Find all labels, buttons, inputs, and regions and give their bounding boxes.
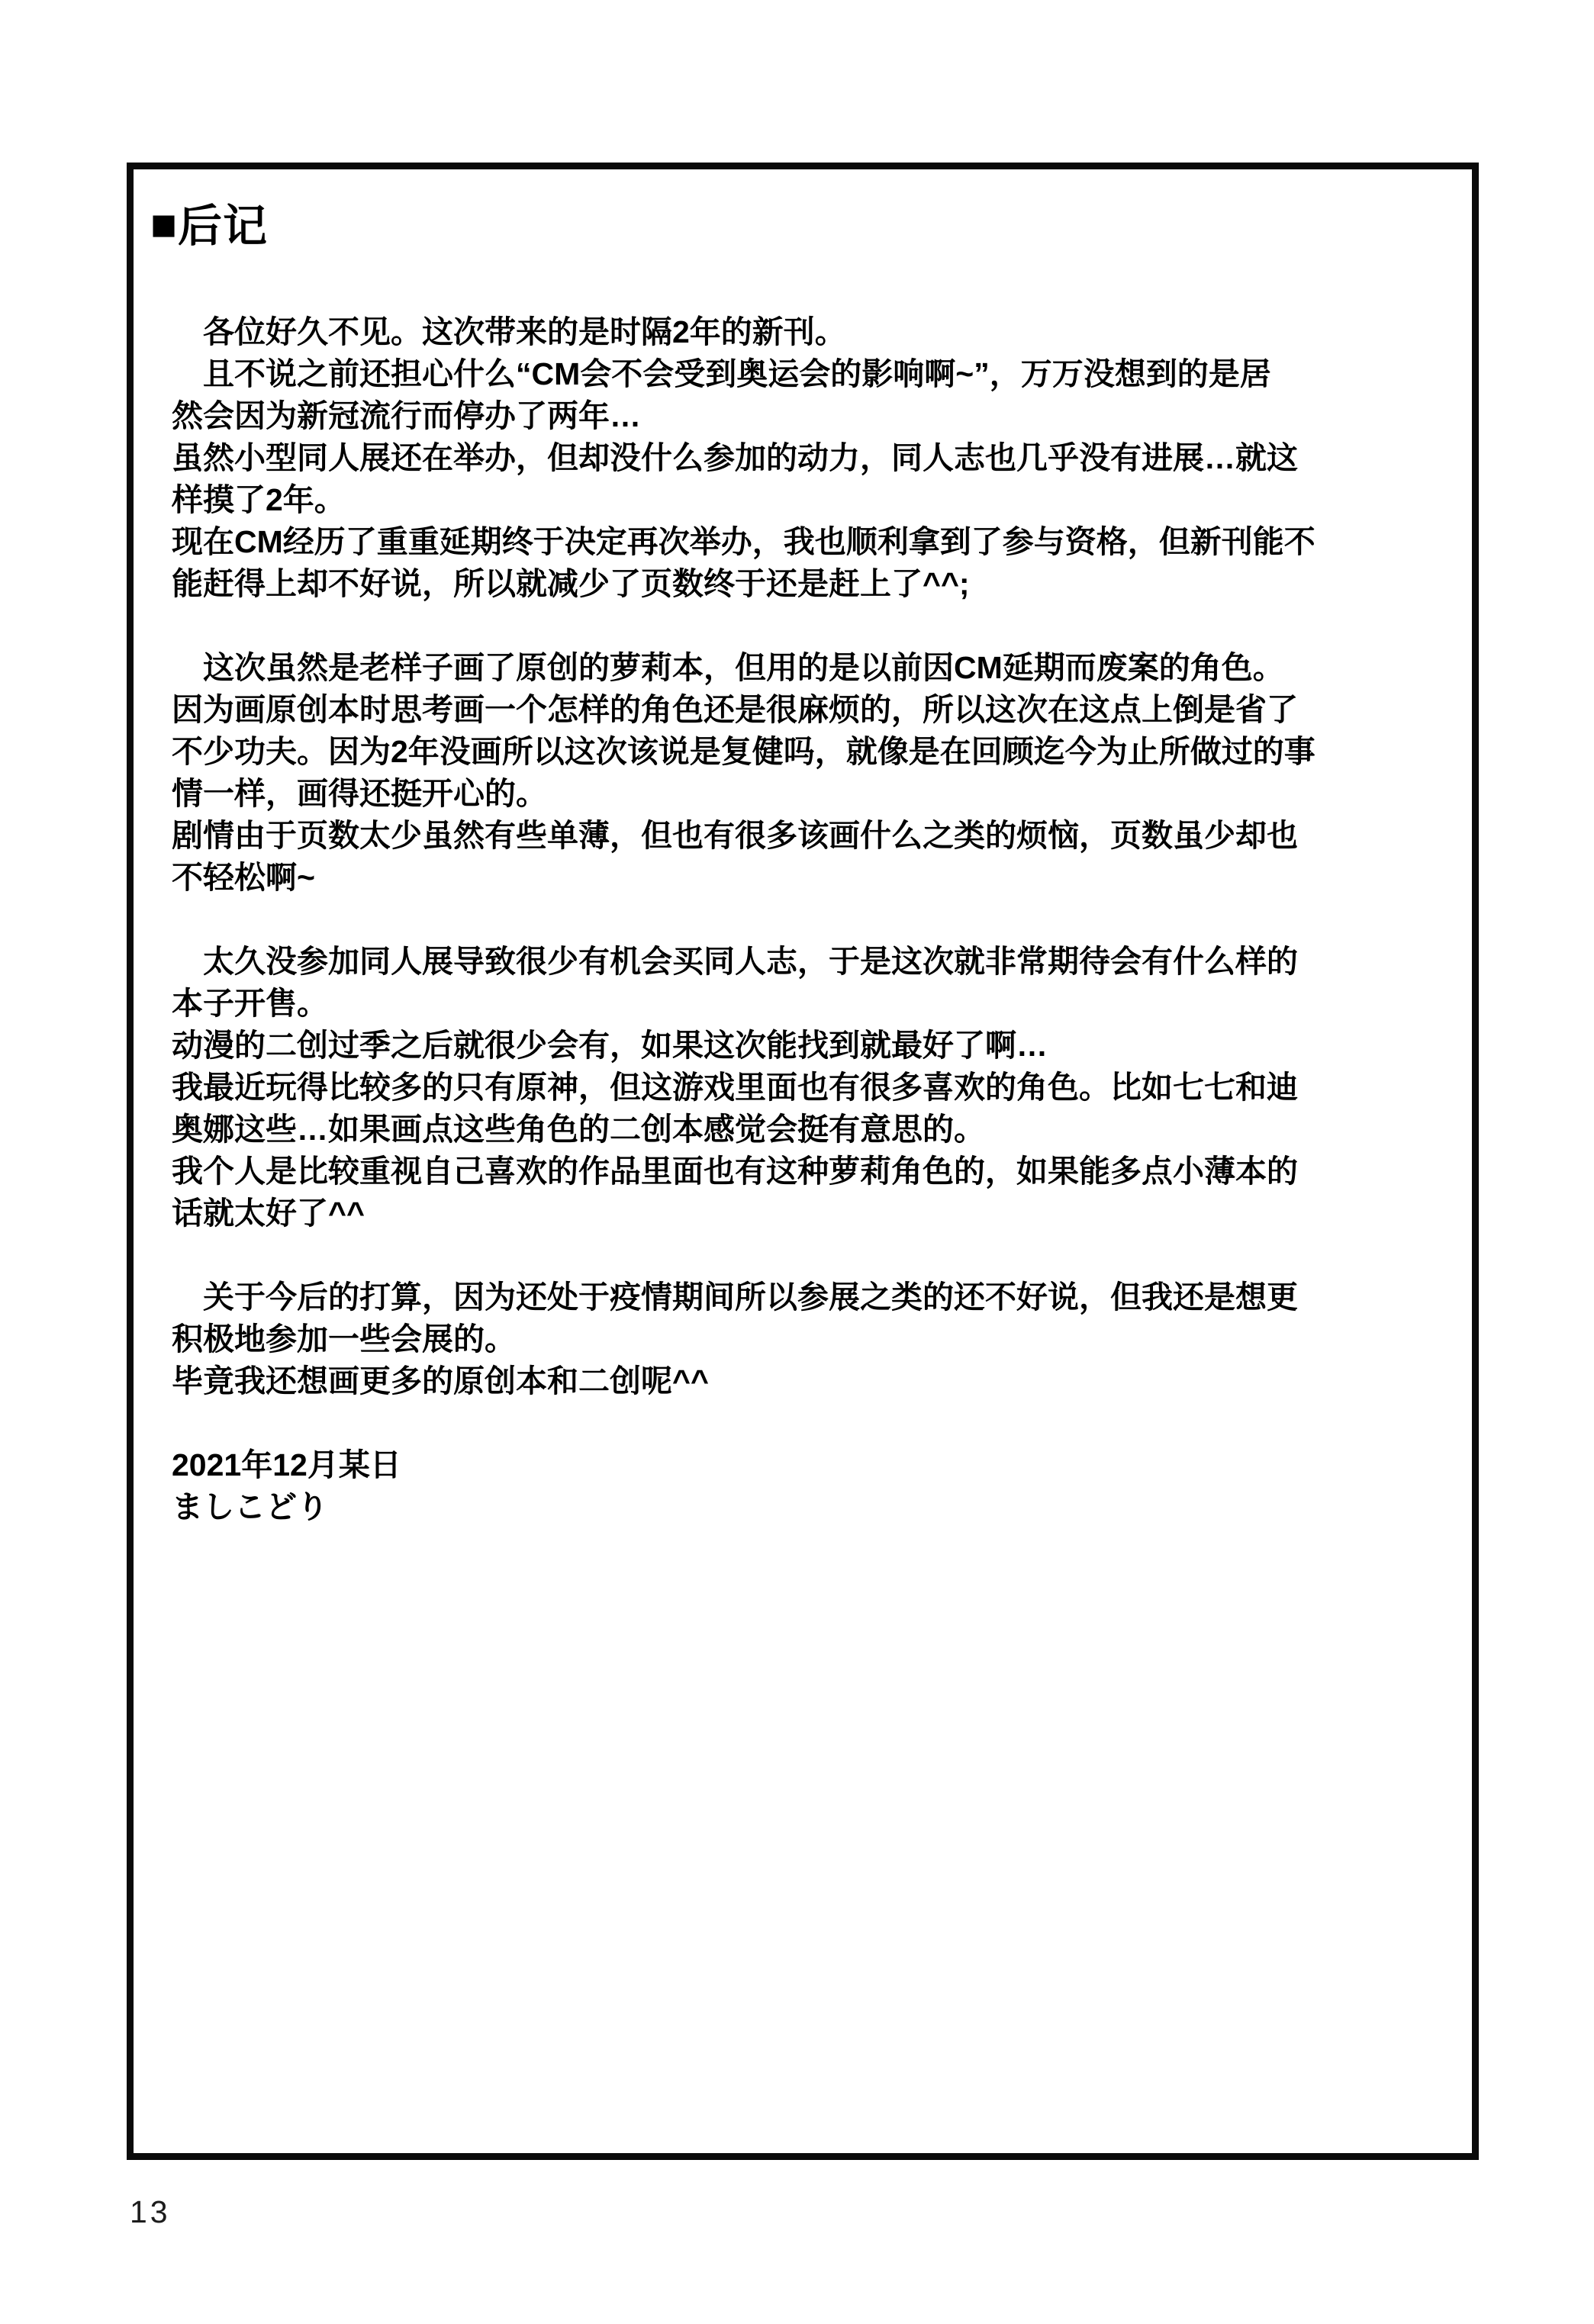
text-line: 积极地参加一些会展的。 [172, 1321, 516, 1357]
text-line: 我个人是比较重视自己喜欢的作品里面也有这种萝莉角色的，如果能多点小薄本的 [172, 1154, 1298, 1189]
text-line: 且不说之前还担心什么“CM会不会受到奥运会的影响啊~”，万万没想到的是居 [172, 356, 1271, 391]
text-line: 现在CM经历了重重延期终于决定再次举办，我也顺利拿到了参与资格，但新刊能不 [172, 524, 1315, 559]
text-line: 奥娜这些…如果画点这些角色的二创本感觉会挺有意思的。 [172, 1112, 985, 1147]
text-line: 本子开售。 [172, 986, 328, 1021]
text-line [172, 1402, 1469, 1444]
afterword-title-text: 后记 [178, 201, 269, 251]
text-line: 能赶得上却不好说，所以就减少了页数终于还是赶上了^^; [172, 566, 970, 601]
text-line: 样摸了2年。 [172, 482, 346, 517]
text-line: 情一样，画得还挺开心的。 [172, 776, 547, 811]
afterword-title [150, 200, 269, 251]
text-line [172, 1234, 1469, 1276]
page-number: 13 [130, 2194, 171, 2229]
afterword-body [172, 311, 1469, 1528]
text-line: 剧情由于页数太少虽然有些单薄，但也有很多该画什么之类的烦恼，页数虽少却也 [172, 818, 1298, 853]
text-line: 毕竟我还想画更多的原创本和二创呢^^ [172, 1363, 709, 1399]
text-line: 然会因为新冠流行而停办了两年… [172, 398, 641, 433]
text-line: 虽然小型同人展还在举办，但却没什么参加的动力，同人志也几乎没有进展…就这 [172, 440, 1298, 475]
text-line: 不少功夫。因为2年没画所以这次该说是复健吗，就像是在回顾迄今为止所做过的事 [172, 734, 1315, 769]
text-line: 话就太好了^^ [172, 1196, 365, 1231]
text-line: 2021年12月某日 [172, 1447, 401, 1482]
text-line: 关于今后的打算，因为还处于疫情期间所以参展之类的还不好说，但我还是想更 [172, 1279, 1298, 1315]
text-line: ましこどり [172, 1489, 328, 1524]
text-line: 不轻松啊~ [172, 860, 315, 895]
text-line: 这次虽然是老样子画了原创的萝莉本，但用的是以前因CM延期而废案的角色。 [172, 650, 1284, 685]
text-line: 太久没参加同人展导致很少有机会买同人志，于是这次就非常期待会有什么样的 [172, 944, 1298, 979]
text-line: 动漫的二创过季之后就很少会有，如果这次能找到就最好了啊… [172, 1028, 1048, 1063]
text-line [172, 605, 1469, 647]
page-border-box [127, 163, 1479, 2160]
text-line: 因为画原创本时思考画一个怎样的角色还是很麻烦的，所以这次在这点上倒是省了 [172, 692, 1298, 727]
black-square-icon: ■ [150, 200, 179, 249]
text-line: 各位好久不见。这次带来的是时隔2年的新刊。 [172, 314, 846, 349]
text-line [172, 899, 1469, 941]
text-line: 我最近玩得比较多的只有原神，但这游戏里面也有很多喜欢的角色。比如七七和迪 [172, 1070, 1298, 1105]
